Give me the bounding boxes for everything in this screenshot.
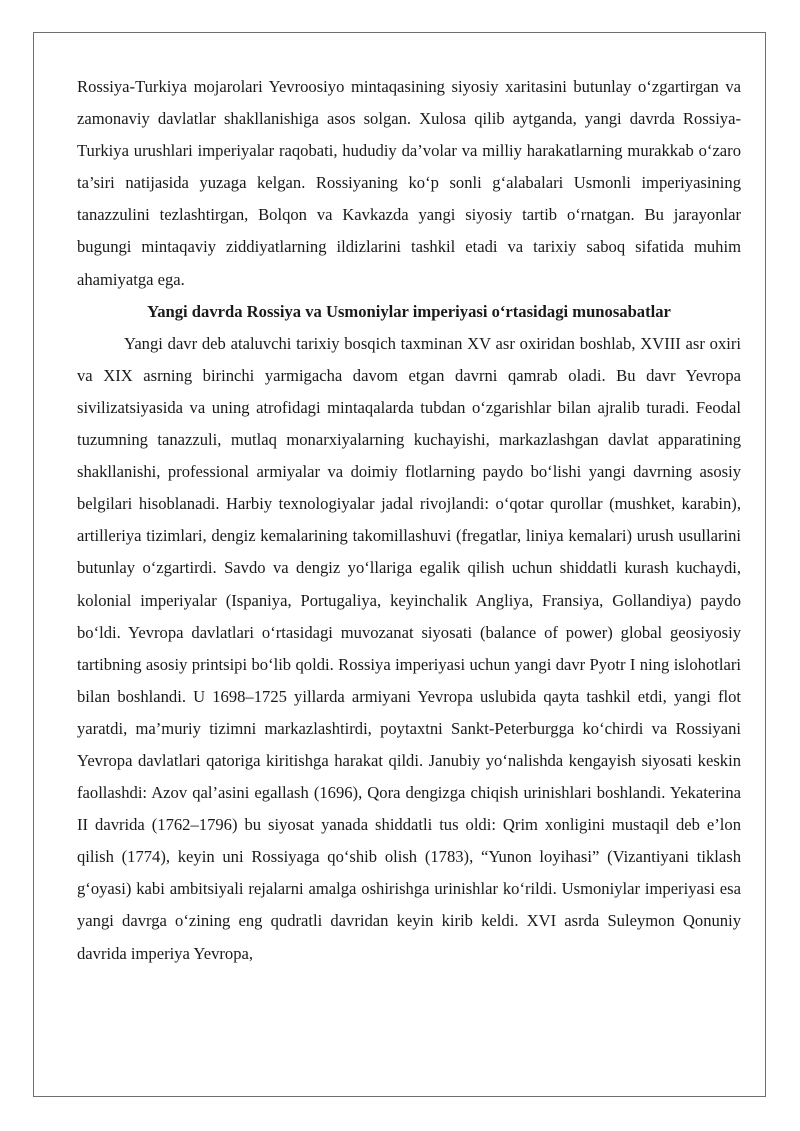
section-heading: Yangi davrda Rossiya va Usmoniylar imperiyasi o‘rtasidagi munosabatlar xyxy=(147,301,671,321)
document-body xyxy=(77,71,741,970)
paragraph-new-era: Yangi davr deb ataluvchi tarixiy bosqich taxminan XV asr oxiridan boshlab, XVIII asr oxiri va XIX asrning birinchi yarmigacha davom etgan davrni qamrab oladi. Bu davr Yevropa sivilizatsiyasida va uning atrofidagi mintaqalarda tubdan o‘zgarishlar bilan ajralib turadi. Feodal tuzumning tanazzuli, mutlaq monarxiyalarning kuchayishi, markazlashgan davlat apparatining shakllanishi, professional armiyalar va doimiy flotlarning paydo bo‘lishi yangi davrning asosiy belgilari hisoblanadi. Harbiy texnologiyalar jadal rivojlandi: o‘qotar qurollar (mushket, karabin), artilleriya tizimlari, dengiz kemalarining takomillashuvi (fregatlar, liniya kemalari) urush usullarini butunlay o‘zgartirdi. Savdo va dengiz yo‘llariga egalik qilish uchun shiddatli kurash kuchaydi, kolonial imperiyalar (Ispaniya, Portugaliya, keyinchalik Angliya, Fransiya, Gollandiya) paydo bo‘ldi. Yevropa davlatlari o‘rtasidagi muvozanat siyosati (balance of power) global geosiyosiy tartibning asosiy printsipi bo‘lib qoldi. Rossiya imperiyasi uchun yangi davr Pyotr I ning islohotlari bilan boshlandi. U 1698–1725 yillarda armiyani Yevropa uslubida qayta tashkil etdi, yangi flot yaratdi, ma’muriy tizimni markazlashtirdi, poytaxtni Sankt-Peterburgga ko‘chirdi va Rossiyani Yevropa davlatlari qatoriga kiritishga harakat qildi. Janubiy yo‘nalishda kengayish siyosati keskin faollashdi: Azov qal’asini egallash (1696), Qora dengizga chiqish urinishlari boshlandi. Yekaterina II davrida (1762–1796) bu siyosat yanada shiddatli tus oldi: Qrim xonligini mustaqil deb e’lon qilish (1774), keyin uni Rossiyaga qo‘shib olish (1783), “Yunon loyihasi” (Vizantiyani tiklash g‘oyasi) kabi ambitsiyali rejalarni amalga oshirishga urinishlar ko‘rildi. Usmoniylar imperiyasi esa yangi davrga o‘zining eng qudratli davridan keyin kirib keldi. XVI asrda Suleymon Qonuniy davrida imperiya Yevropa, xyxy=(77,333,741,963)
paragraph-conclusion: Rossiya-Turkiya mojarolari Yevroosiyo mintaqasining siyosiy xaritasini butunlay o‘zgartirgan va zamonaviy davlatlar shakllanishiga asos solgan. Xulosa qilib aytganda, yangi davrda Rossiya-Turkiya urushlari imperiyalar raqobati, hududiy da’volar va milliy harakatlarning murakkab o‘zaro ta’siri natijasida yuzaga kelgan. Rossiyaning ko‘p sonli g‘alabalari Usmonli imperiyasining tanazzulini tezlashtirgan, Bolqon va Kavkazda yangi siyosiy tartib o‘rnatgan. Bu jarayonlar bugungi mintaqaviy ziddiyatlarning ildizlarini tashkil etadi va tarixiy saboq sifatida muhim ahamiyatga ega. xyxy=(77,77,741,289)
